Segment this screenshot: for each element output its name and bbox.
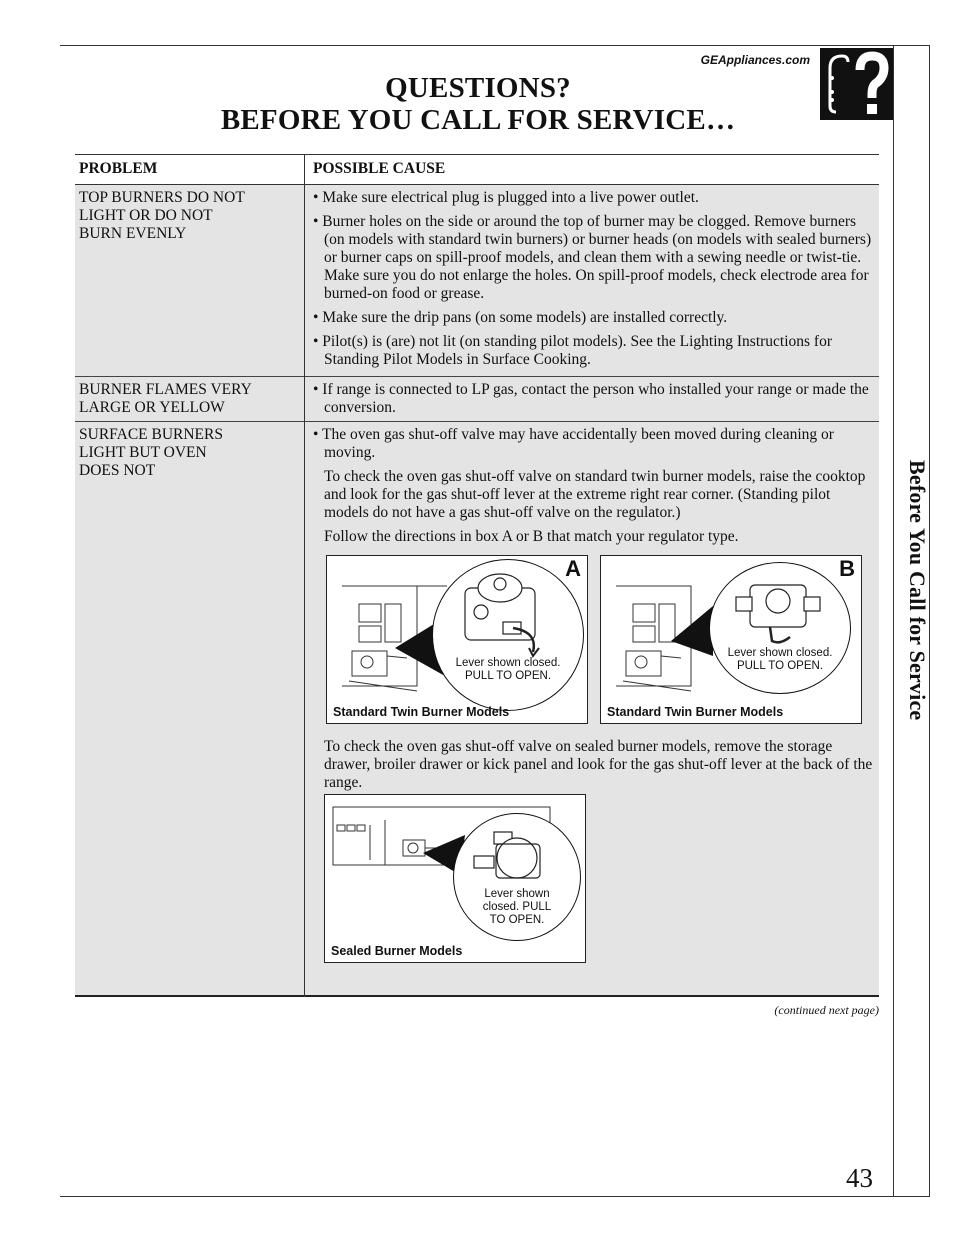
problem-line: SURFACE BURNERS bbox=[79, 426, 223, 443]
lever-note-line: closed. PULL bbox=[482, 901, 552, 913]
cause-bullet: • Burner holes on the side or around the top of burner may be clogged. Remove burners (on models with standard twin burners) or burner heads (on models with sealed burners) or burner caps on spill-proof models, and clean them with a sewing needle or twist-tie. Make sure you do not enlarge the holes. On spill-proof models, check electrode area for burned-on food or grease. bbox=[313, 213, 872, 302]
problem-cell bbox=[79, 426, 294, 480]
lever-note bbox=[454, 888, 580, 927]
cause-cell-continued bbox=[313, 738, 875, 798]
cause-paragraph: To check the oven gas shut-off valve on standard twin burner models, raise the cooktop and look for the gas shut-off lever at the extreme right rear corner. (Standing pilot models do not have a gas shut-off valve on the regulator.) bbox=[324, 468, 866, 521]
figure-caption: Sealed Burner Models bbox=[331, 944, 463, 958]
figure-a bbox=[326, 555, 588, 724]
cause-bullet: • Pilot(s) is (are) not lit (on standing pilot models). See the Lighting Instructions for Standing Pilot Models in Surface Cooking. bbox=[313, 333, 833, 368]
top-rule bbox=[60, 45, 930, 46]
cause-paragraph: Follow the directions in box A or B that match your regulator type. bbox=[324, 528, 739, 545]
continued-note: (continued next page) bbox=[774, 1003, 879, 1017]
lever-note-line: Lever shown closed. bbox=[727, 647, 833, 659]
lever-note-line: TO OPEN. bbox=[489, 914, 545, 926]
cause-bullet: • Make sure electrical plug is plugged into a live power outlet. bbox=[313, 189, 699, 206]
page-number: 43 bbox=[846, 1163, 873, 1193]
problem-line: DOES NOT bbox=[79, 462, 156, 479]
column-divider bbox=[304, 154, 305, 997]
cause-bullet: • Make sure the drip pans (on some models) are installed correctly. bbox=[313, 309, 728, 326]
problem-line: LIGHT BUT OVEN bbox=[79, 444, 207, 461]
bottom-rule bbox=[60, 1196, 930, 1197]
lever-note-line: PULL TO OPEN. bbox=[736, 660, 824, 672]
problem-line: BURN EVENLY bbox=[79, 225, 187, 242]
cause-bullet: • If range is connected to LP gas, contact the person who installed your range or made the conversion. bbox=[313, 381, 869, 416]
header-problem: PROBLEM bbox=[79, 160, 158, 177]
problem-line: LARGE OR YELLOW bbox=[79, 399, 225, 416]
cause-cell bbox=[313, 426, 875, 552]
cause-paragraph: To check the oven gas shut-off valve on sealed burner models, remove the storage drawer, broiler drawer or kick panel and look for the gas shut-off lever at the back of the range. bbox=[324, 738, 873, 791]
figure-caption: Standard Twin Burner Models bbox=[333, 705, 510, 719]
figure-letter: A bbox=[565, 556, 581, 581]
regulator-closeup bbox=[710, 563, 850, 693]
figure-caption: Standard Twin Burner Models bbox=[607, 705, 784, 719]
table-header bbox=[75, 154, 879, 185]
magnified-regulator bbox=[709, 562, 851, 694]
table-row bbox=[75, 377, 879, 422]
table-row bbox=[75, 185, 879, 377]
magnified-regulator bbox=[453, 813, 581, 941]
table-row bbox=[75, 422, 879, 997]
lever-note bbox=[710, 647, 850, 673]
website-url: GEAppliances.com bbox=[700, 53, 810, 67]
problem-cell bbox=[79, 189, 294, 243]
lever-note-line: PULL TO OPEN. bbox=[464, 670, 552, 682]
cause-cell bbox=[313, 381, 875, 423]
problem-cell bbox=[79, 381, 294, 417]
figure-b bbox=[600, 555, 862, 724]
lever-note-line: Lever shown closed. bbox=[455, 657, 561, 669]
question-mark-icon bbox=[820, 48, 893, 120]
header-possible-cause: POSSIBLE CAUSE bbox=[313, 160, 446, 177]
lever-note-line: Lever shown bbox=[484, 888, 550, 900]
side-tab-title: Before You Call for Service bbox=[905, 460, 930, 721]
problem-line: LIGHT OR DO NOT bbox=[79, 207, 213, 224]
title-line-1: QUESTIONS? bbox=[385, 72, 571, 104]
page-title bbox=[150, 72, 806, 136]
figure-sealed-burner bbox=[324, 794, 586, 963]
cause-cell bbox=[313, 189, 875, 375]
cause-bullet: • The oven gas shut-off valve may have accidentally been moved during cleaning or moving. bbox=[313, 426, 834, 461]
problem-line: TOP BURNERS DO NOT bbox=[79, 189, 245, 206]
title-line-2: BEFORE YOU CALL FOR SERVICE… bbox=[220, 104, 736, 136]
magnified-regulator bbox=[432, 559, 584, 711]
lever-note bbox=[433, 657, 583, 683]
figure-letter: B bbox=[839, 556, 855, 581]
problem-line: BURNER FLAMES VERY bbox=[79, 381, 252, 398]
regulator-closeup bbox=[433, 560, 583, 710]
